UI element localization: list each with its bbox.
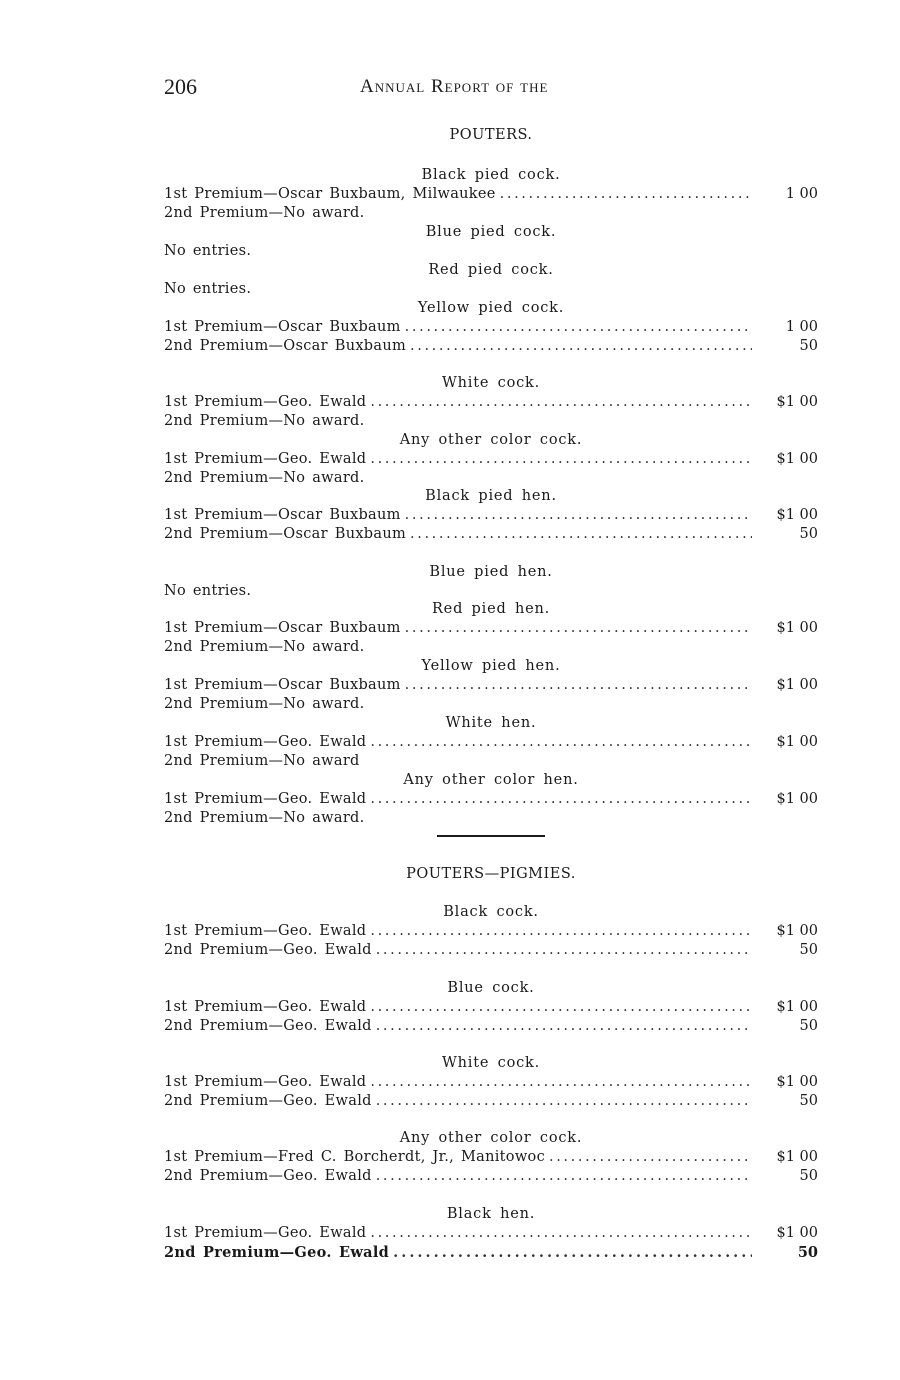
dot-leader xyxy=(376,1167,752,1186)
group-subhead: Yellow pied hen. xyxy=(421,658,561,674)
entry-row xyxy=(164,619,818,638)
entry-row xyxy=(164,695,818,714)
entry-label: 1st Premium—Geo. Ewald xyxy=(164,394,367,410)
group-subhead: White cock. xyxy=(441,1055,541,1071)
group-any-other-color-hen xyxy=(164,771,818,828)
running-head xyxy=(164,74,820,102)
entry-amount: 50 xyxy=(797,1244,818,1261)
entry-amount: 1 00 xyxy=(785,186,818,202)
entry-amount: 50 xyxy=(799,942,818,958)
entry-row xyxy=(164,412,818,431)
group-subhead: Red pied hen. xyxy=(431,601,551,617)
entry-row xyxy=(164,1224,818,1243)
entry-label: 1st Premium—Fred C. Borcherdt, Jr., Manitowoc xyxy=(164,1149,545,1165)
dot-leader xyxy=(370,450,752,469)
dot-leader xyxy=(410,525,752,544)
group-subhead: White hen. xyxy=(445,715,537,731)
entry-amount: $1 00 xyxy=(776,507,818,523)
group-subhead: Blue pied hen. xyxy=(429,564,553,580)
running-title: Annual Report of the xyxy=(360,76,549,97)
dot-leader xyxy=(393,1243,752,1262)
entry-amount: 50 xyxy=(799,1168,818,1184)
group-blue-pied-cock xyxy=(164,223,818,261)
entry-row xyxy=(164,337,818,356)
entry-label: 2nd Premium—No award. xyxy=(164,696,365,712)
group-blue-cock xyxy=(164,979,818,1036)
entry-amount: $1 00 xyxy=(776,620,818,636)
entry-label: 2nd Premium—No award. xyxy=(164,205,365,221)
entry-row xyxy=(164,1017,818,1036)
dot-leader xyxy=(549,1148,752,1167)
group-subhead: Black cock. xyxy=(443,904,539,920)
group-black-pied-cock xyxy=(164,166,818,223)
entry-label: No entries. xyxy=(164,243,252,259)
entry-row xyxy=(164,1148,818,1167)
group-blue-pied-hen xyxy=(164,563,818,601)
entry-label: 1st Premium—Geo. Ewald xyxy=(164,734,367,750)
entry-row xyxy=(164,1073,818,1092)
entry-row xyxy=(164,941,818,960)
entry-amount: 50 xyxy=(799,1093,818,1109)
section-pouters-pigmies xyxy=(164,865,818,884)
entry-label: 2nd Premium—No award. xyxy=(164,810,365,826)
entry-label: 1st Premium—Oscar Buxbaum xyxy=(164,677,401,693)
entry-label: 2nd Premium—Geo. Ewald xyxy=(164,1093,372,1109)
group-black-hen xyxy=(164,1205,818,1262)
entry-label: 1st Premium—Geo. Ewald xyxy=(164,923,367,939)
section-title: POUTERS. xyxy=(449,127,533,143)
entry-label: 2nd Premium—Geo. Ewald xyxy=(164,1244,390,1261)
entry-row xyxy=(164,204,818,223)
entry-row xyxy=(164,638,818,657)
dot-leader xyxy=(370,998,752,1017)
entry-label: 1st Premium—Geo. Ewald xyxy=(164,999,367,1015)
entry-amount: 1 00 xyxy=(785,319,818,335)
entry-amount: 50 xyxy=(799,1018,818,1034)
entry-label: 2nd Premium—Oscar Buxbaum xyxy=(164,526,407,542)
entry-amount: $1 00 xyxy=(776,677,818,693)
entry-row xyxy=(164,185,818,204)
dot-leader xyxy=(370,1073,752,1092)
entry-amount: $1 00 xyxy=(776,791,818,807)
entry-amount: $1 00 xyxy=(776,394,818,410)
entry-row xyxy=(164,922,818,941)
entry-label: 1st Premium—Geo. Ewald xyxy=(164,1074,367,1090)
page-number: 206 xyxy=(164,74,197,99)
entry-amount: $1 00 xyxy=(776,999,818,1015)
entry-amount: $1 00 xyxy=(776,1074,818,1090)
dot-leader xyxy=(376,1092,752,1111)
entry-label: No entries. xyxy=(164,583,252,599)
entry-label: 2nd Premium—Geo. Ewald xyxy=(164,1168,372,1184)
entry-row xyxy=(164,318,818,337)
entry-label: 1st Premium—Oscar Buxbaum, Milwaukee xyxy=(164,186,496,202)
entry-label: 2nd Premium—No award. xyxy=(164,470,365,486)
entry-label: 1st Premium—Geo. Ewald xyxy=(164,791,367,807)
dot-leader xyxy=(370,790,752,809)
dot-leader xyxy=(405,619,752,638)
entry-label: 1st Premium—Geo. Ewald xyxy=(164,1225,367,1241)
group-red-pied-hen xyxy=(164,600,818,657)
dot-leader xyxy=(405,676,752,695)
entry-row xyxy=(164,393,818,412)
dot-leader xyxy=(370,1224,752,1243)
dot-leader xyxy=(405,318,752,337)
entry-amount: 50 xyxy=(799,338,818,354)
group-red-pied-cock xyxy=(164,261,818,299)
dot-leader xyxy=(376,1017,752,1036)
entry-row xyxy=(164,1092,818,1111)
section-pouters xyxy=(164,126,818,145)
dot-leader xyxy=(376,941,752,960)
entry-row xyxy=(164,242,818,261)
group-white-cock xyxy=(164,374,818,431)
dot-leader xyxy=(370,393,752,412)
dot-leader xyxy=(405,506,752,525)
group-subhead: Yellow pied cock. xyxy=(417,300,565,316)
group-subhead: Any other color cock. xyxy=(399,432,583,448)
entry-label: 1st Premium—Oscar Buxbaum xyxy=(164,319,401,335)
dot-leader xyxy=(500,185,752,204)
group-yellow-pied-cock xyxy=(164,299,818,356)
entry-row xyxy=(164,469,818,488)
dot-leader xyxy=(410,337,752,356)
entry-row xyxy=(164,506,818,525)
entry-row xyxy=(164,525,818,544)
group-black-pied-hen xyxy=(164,487,818,544)
section-divider xyxy=(164,835,818,837)
entry-label: 2nd Premium—No award xyxy=(164,753,360,769)
entry-amount: $1 00 xyxy=(776,1149,818,1165)
section-title: POUTERS—PIGMIES. xyxy=(406,866,576,882)
entry-row xyxy=(164,998,818,1017)
entry-label: 2nd Premium—Oscar Buxbaum xyxy=(164,338,407,354)
entry-label: 2nd Premium—No award. xyxy=(164,639,365,655)
dot-leader xyxy=(370,922,752,941)
group-subhead: Any other color cock. xyxy=(399,1130,583,1146)
group-any-other-color-cock xyxy=(164,431,818,488)
group-subhead: Black hen. xyxy=(446,1206,536,1222)
entry-label: 1st Premium—Geo. Ewald xyxy=(164,451,367,467)
group-subhead: Blue pied cock. xyxy=(425,224,557,240)
group-subhead: Black pied cock. xyxy=(421,167,561,183)
entry-row xyxy=(164,809,818,828)
entry-row xyxy=(164,280,818,299)
divider-rule xyxy=(437,835,545,837)
group-subhead: Any other color hen. xyxy=(403,772,579,788)
entry-row xyxy=(164,1167,818,1186)
group-yellow-pied-hen xyxy=(164,657,818,714)
entry-label: 1st Premium—Oscar Buxbaum xyxy=(164,620,401,636)
entry-amount: $1 00 xyxy=(776,734,818,750)
entry-row xyxy=(164,450,818,469)
entry-amount: 50 xyxy=(799,526,818,542)
entry-label: 1st Premium—Oscar Buxbaum xyxy=(164,507,401,523)
dot-leader xyxy=(370,733,752,752)
group-subhead: Red pied cock. xyxy=(428,262,554,278)
group-white-cock-pigmies xyxy=(164,1054,818,1111)
entry-label: 2nd Premium—Geo. Ewald xyxy=(164,942,372,958)
group-white-hen xyxy=(164,714,818,771)
entry-amount: $1 00 xyxy=(776,923,818,939)
entry-label: No entries. xyxy=(164,281,252,297)
group-any-other-color-cock-pigmies xyxy=(164,1129,818,1186)
entry-row xyxy=(164,1243,818,1262)
group-subhead: Black pied hen. xyxy=(425,488,557,504)
group-subhead: Blue cock. xyxy=(447,980,535,996)
entry-label: 2nd Premium—Geo. Ewald xyxy=(164,1018,372,1034)
entry-amount: $1 00 xyxy=(776,1225,818,1241)
entry-row xyxy=(164,676,818,695)
entry-label: 2nd Premium—No award. xyxy=(164,413,365,429)
group-subhead: White cock. xyxy=(441,375,541,391)
entry-amount: $1 00 xyxy=(776,451,818,467)
group-black-cock xyxy=(164,903,818,960)
entry-row xyxy=(164,752,818,771)
entry-row xyxy=(164,582,818,601)
entry-row xyxy=(164,790,818,809)
entry-row xyxy=(164,733,818,752)
